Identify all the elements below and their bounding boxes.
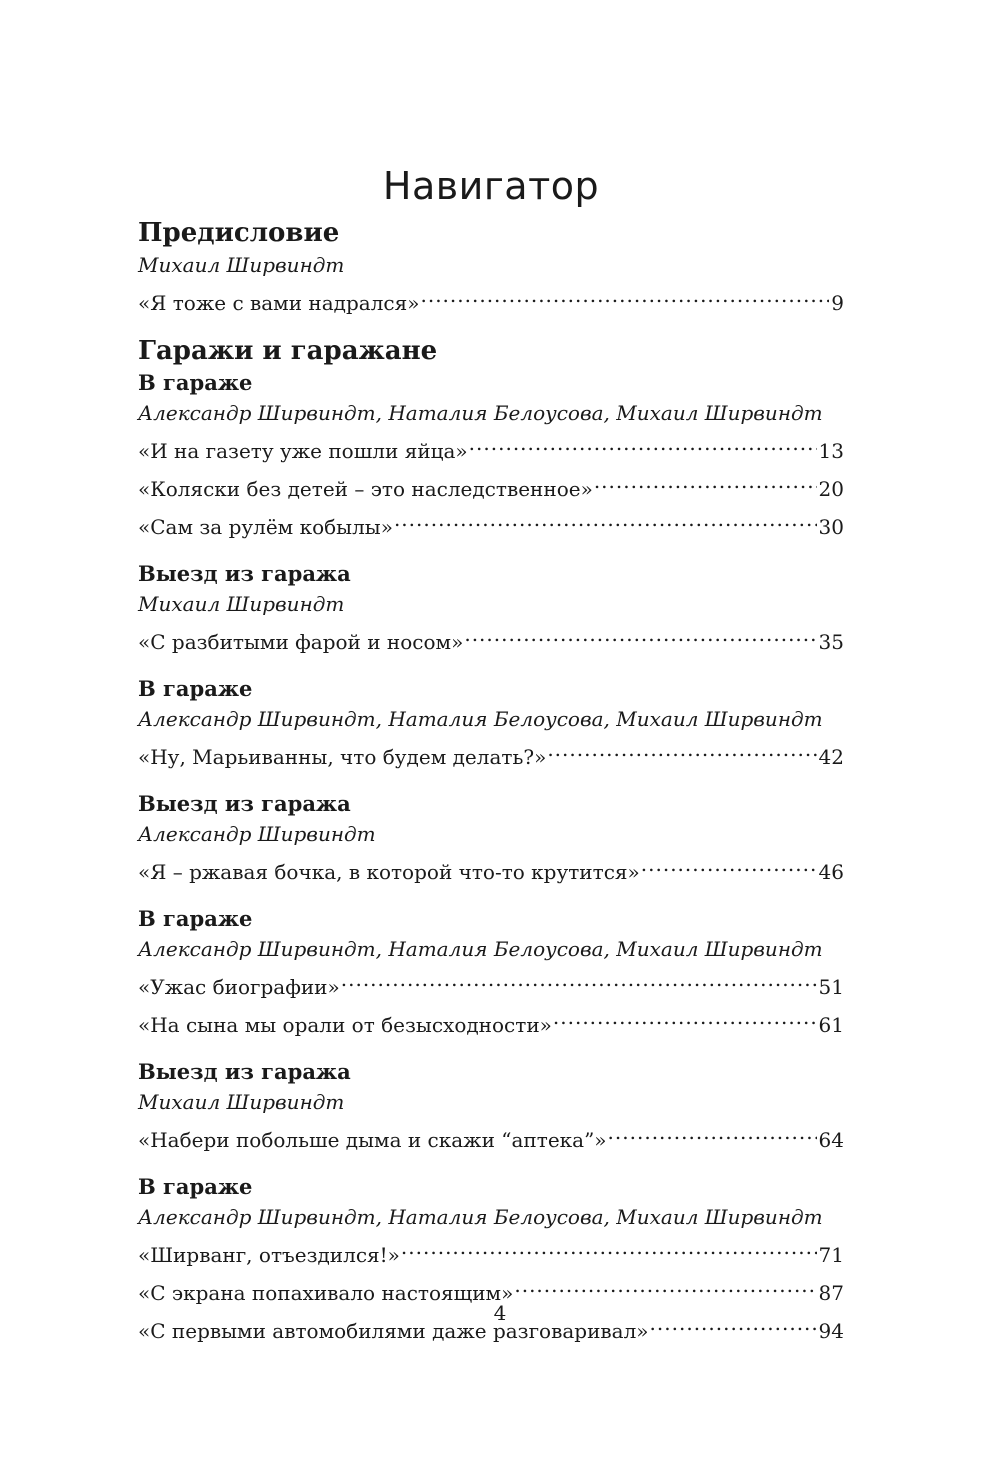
toc-entry[interactable] bbox=[138, 1117, 844, 1155]
table-of-contents bbox=[138, 158, 844, 1346]
toc-group bbox=[138, 559, 844, 657]
toc-group bbox=[138, 368, 844, 542]
toc-entry[interactable] bbox=[138, 964, 844, 1002]
entry-page-number: 64 bbox=[818, 1128, 844, 1152]
entry-title: «Коляски без детей – это наследственное» bbox=[138, 477, 593, 501]
toc-group bbox=[138, 1057, 844, 1155]
section-title: Гаражи и гаражане bbox=[138, 336, 438, 366]
author-line: Александр Ширвиндт, Наталия Белоусова, Михаил Ширвиндт bbox=[138, 937, 823, 961]
group-title: В гараже bbox=[138, 370, 253, 395]
dot-leader bbox=[463, 619, 816, 649]
dot-leader bbox=[640, 849, 817, 879]
dot-leader bbox=[393, 504, 817, 534]
dot-leader bbox=[468, 428, 817, 458]
toc-section bbox=[138, 334, 844, 1346]
author-line: Михаил Ширвиндт bbox=[138, 1090, 345, 1114]
dot-leader bbox=[552, 1002, 817, 1032]
entry-page-number: 13 bbox=[818, 439, 844, 463]
toc-entry[interactable] bbox=[138, 849, 844, 887]
entry-page-number: 87 bbox=[818, 1281, 844, 1305]
entry-title: «Ширванг, отъездился!» bbox=[138, 1243, 400, 1267]
group-title: В гараже bbox=[138, 906, 253, 931]
page-number: 4 bbox=[493, 1301, 507, 1325]
dot-leader bbox=[513, 1270, 816, 1300]
entry-title: «Я тоже с вами надрался» bbox=[138, 291, 420, 315]
toc-group bbox=[138, 250, 844, 318]
toc-group bbox=[138, 904, 844, 1040]
entry-title: «Я – ржавая бочка, в которой что-то крутится» bbox=[138, 860, 640, 884]
page-title: Навигатор bbox=[382, 164, 600, 208]
entry-title: «И на газету уже пошли яйца» bbox=[138, 439, 468, 463]
entry-title: «С первыми автомобилями даже разговаривал» bbox=[138, 1319, 649, 1343]
dot-leader bbox=[419, 280, 829, 310]
entry-page-number: 94 bbox=[818, 1319, 844, 1343]
author-line: Михаил Ширвиндт bbox=[138, 592, 345, 616]
entry-title: «Сам за рулём кобылы» bbox=[138, 515, 393, 539]
group-title: В гараже bbox=[138, 676, 253, 701]
dot-leader bbox=[546, 734, 816, 764]
entry-page-number: 51 bbox=[818, 975, 844, 999]
entry-title: «С разбитыми фарой и носом» bbox=[138, 630, 464, 654]
author-line: Михаил Ширвиндт bbox=[138, 253, 345, 277]
group-title: Выезд из гаража bbox=[138, 561, 351, 586]
entry-page-number: 20 bbox=[818, 477, 844, 501]
entry-page-number: 35 bbox=[818, 630, 844, 654]
toc-entry[interactable] bbox=[138, 619, 844, 657]
entry-page-number: 42 bbox=[818, 745, 844, 769]
group-title: Выезд из гаража bbox=[138, 791, 351, 816]
entry-title: «На сына мы орали от безысходности» bbox=[138, 1013, 552, 1037]
toc-entry[interactable] bbox=[138, 1002, 844, 1040]
group-title: Выезд из гаража bbox=[138, 1059, 351, 1084]
entry-title: «Набери побольше дыма и скажи “аптека”» bbox=[138, 1128, 607, 1152]
toc-group bbox=[138, 674, 844, 772]
entry-page-number: 46 bbox=[818, 860, 844, 884]
author-line: Александр Ширвиндт bbox=[138, 822, 376, 846]
section-title: Предисловие bbox=[138, 218, 340, 248]
toc-entry[interactable] bbox=[138, 428, 844, 466]
entry-page-number: 30 bbox=[818, 515, 844, 539]
entry-page-number: 71 bbox=[818, 1243, 844, 1267]
author-line: Александр Ширвиндт, Наталия Белоусова, Михаил Ширвиндт bbox=[138, 401, 823, 425]
toc-entry[interactable] bbox=[138, 504, 844, 542]
entry-title: «Ну, Марьиванны, что будем делать?» bbox=[138, 745, 547, 769]
entry-page-number: 61 bbox=[818, 1013, 844, 1037]
toc-section bbox=[138, 216, 844, 318]
entry-title: «С экрана попахивало настоящим» bbox=[138, 1281, 514, 1305]
toc-sections bbox=[138, 216, 844, 1346]
author-line: Александр Ширвиндт, Наталия Белоусова, Михаил Ширвиндт bbox=[138, 1205, 823, 1229]
dot-leader bbox=[400, 1232, 817, 1262]
toc-entry[interactable] bbox=[138, 1232, 844, 1270]
group-title: В гараже bbox=[138, 1174, 253, 1199]
toc-entry[interactable] bbox=[138, 734, 844, 772]
toc-entry[interactable] bbox=[138, 466, 844, 504]
dot-leader bbox=[607, 1117, 817, 1147]
toc-group bbox=[138, 789, 844, 887]
entry-page-number: 9 bbox=[831, 291, 844, 315]
dot-leader bbox=[593, 466, 817, 496]
author-line: Александр Ширвиндт, Наталия Белоусова, Михаил Ширвиндт bbox=[138, 707, 823, 731]
dot-leader bbox=[340, 964, 817, 994]
entry-title: «Ужас биографии» bbox=[138, 975, 340, 999]
toc-entry[interactable] bbox=[138, 280, 844, 318]
